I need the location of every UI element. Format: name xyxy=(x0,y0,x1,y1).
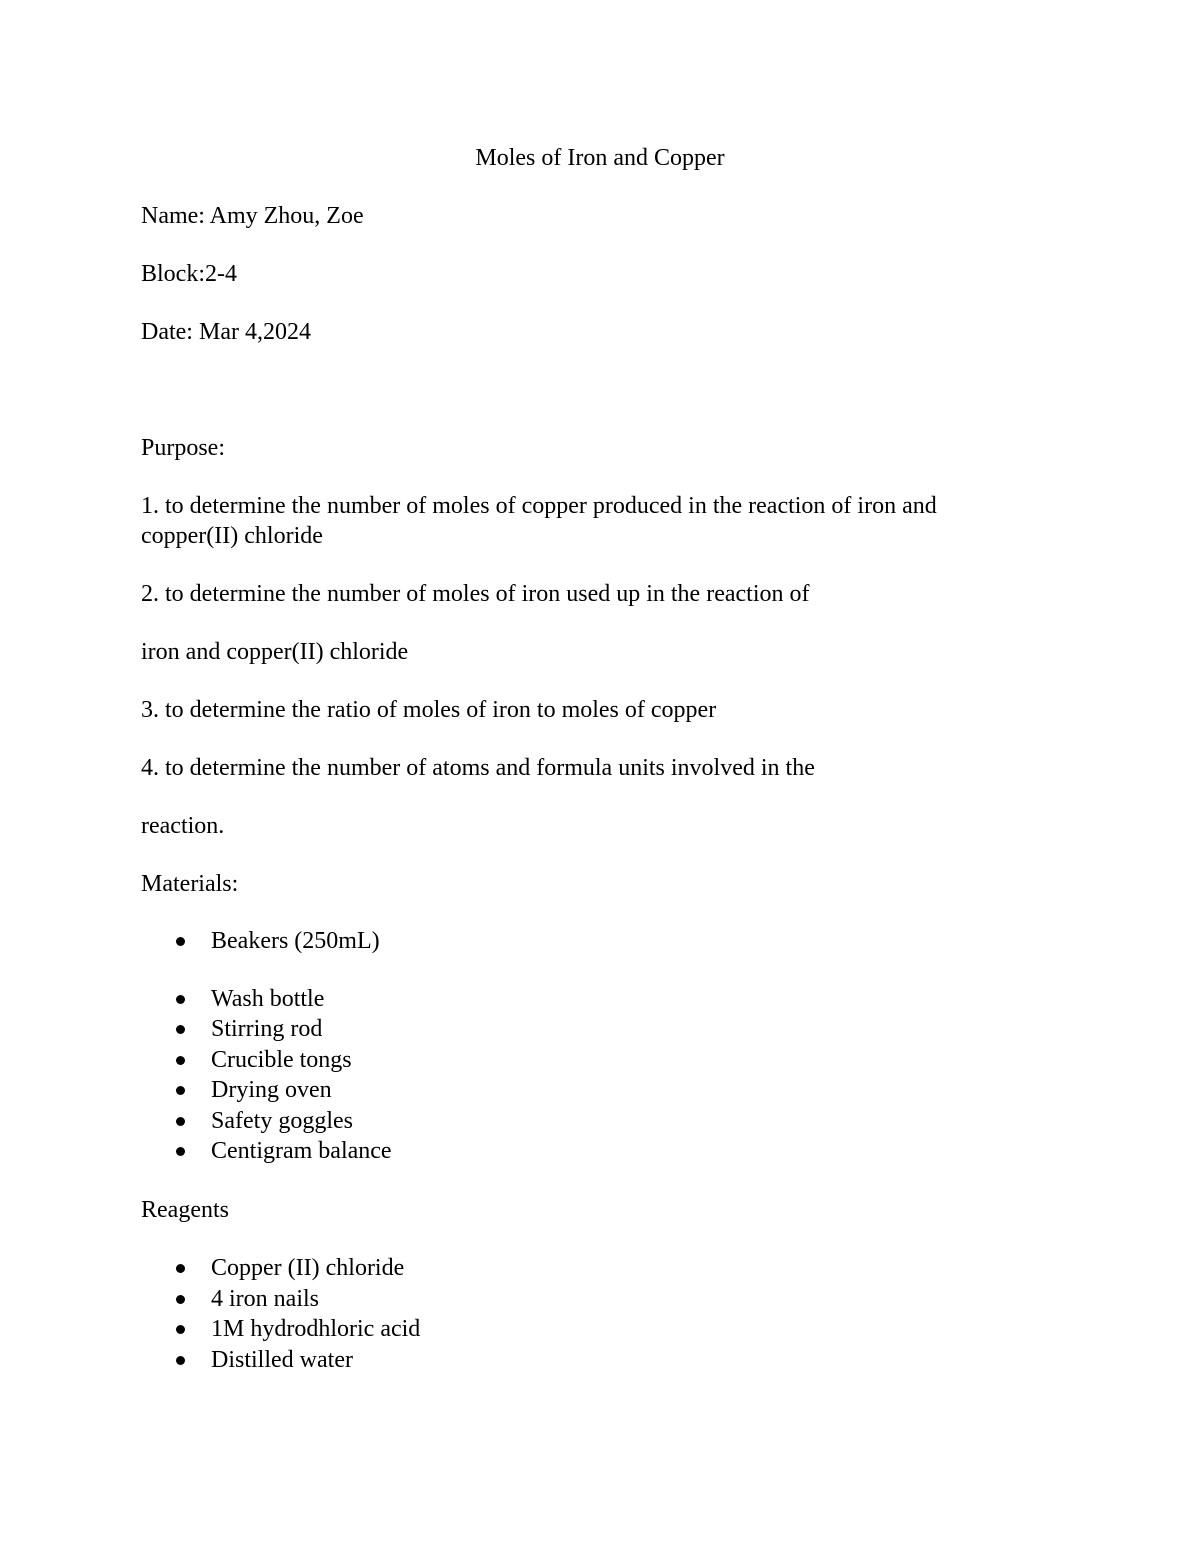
reagents-heading: Reagents xyxy=(141,1197,229,1223)
purpose-line: 2. to determine the number of moles of iron used up in the reaction of xyxy=(141,581,810,607)
block-line: Block:2-4 xyxy=(141,261,237,287)
list-item xyxy=(141,1014,392,1045)
list-item xyxy=(141,1345,420,1376)
bullet-icon xyxy=(176,1295,185,1304)
bullet-icon xyxy=(176,1086,185,1095)
purpose-line: reaction. xyxy=(141,813,225,839)
purpose-line: copper(II) chloride xyxy=(141,523,323,549)
reagents-list xyxy=(141,1253,420,1375)
list-item xyxy=(141,1284,420,1315)
document-title: Moles of Iron and Copper xyxy=(475,145,725,171)
bullet-icon xyxy=(176,1056,185,1065)
purpose-line: 1. to determine the number of moles of copper produced in the reaction of iron and xyxy=(141,493,937,519)
list-item xyxy=(141,1136,392,1167)
bullet-icon xyxy=(176,1147,185,1156)
list-item-label: Drying oven xyxy=(211,1077,332,1103)
list-item-label: Crucible tongs xyxy=(211,1046,352,1073)
list-item xyxy=(141,1106,392,1137)
bullet-icon xyxy=(176,1264,185,1273)
purpose-line: iron and copper(II) chloride xyxy=(141,639,409,665)
list-item xyxy=(141,1253,420,1284)
list-item xyxy=(141,1314,420,1345)
name-line: Name: Amy Zhou, Zoe xyxy=(141,203,364,229)
bullet-icon xyxy=(176,937,185,946)
list-item xyxy=(141,926,392,957)
date-line: Date: Mar 4,2024 xyxy=(141,319,311,345)
list-item-label: 1M hydrodhloric acid xyxy=(211,1316,421,1342)
purpose-line: 4. to determine the number of atoms and formula units involved in the xyxy=(141,755,815,781)
list-item-label: Centigram balance xyxy=(211,1138,392,1164)
list-item-label: 4 iron nails xyxy=(211,1285,319,1312)
list-item-label: Beakers (250mL) xyxy=(211,928,380,954)
list-item-label: Stirring rod xyxy=(211,1016,323,1042)
list-item xyxy=(141,1045,392,1076)
list-item-label: Safety goggles xyxy=(211,1107,353,1134)
materials-heading: Materials: xyxy=(141,871,239,897)
purpose-heading: Purpose: xyxy=(141,435,225,461)
bullet-icon xyxy=(176,1117,185,1126)
bullet-icon xyxy=(176,1356,185,1365)
list-item-label: Distilled water xyxy=(211,1346,353,1373)
materials-list xyxy=(141,926,392,1167)
bullet-icon xyxy=(176,1025,185,1034)
list-item xyxy=(141,984,392,1015)
bullet-icon xyxy=(176,995,185,1004)
list-item-label: Copper (II) chloride xyxy=(211,1255,405,1281)
purpose-line: 3. to determine the ratio of moles of iron to moles of copper xyxy=(141,697,717,723)
list-item xyxy=(141,1075,392,1106)
bullet-icon xyxy=(176,1325,185,1334)
list-item-label: Wash bottle xyxy=(211,985,325,1012)
